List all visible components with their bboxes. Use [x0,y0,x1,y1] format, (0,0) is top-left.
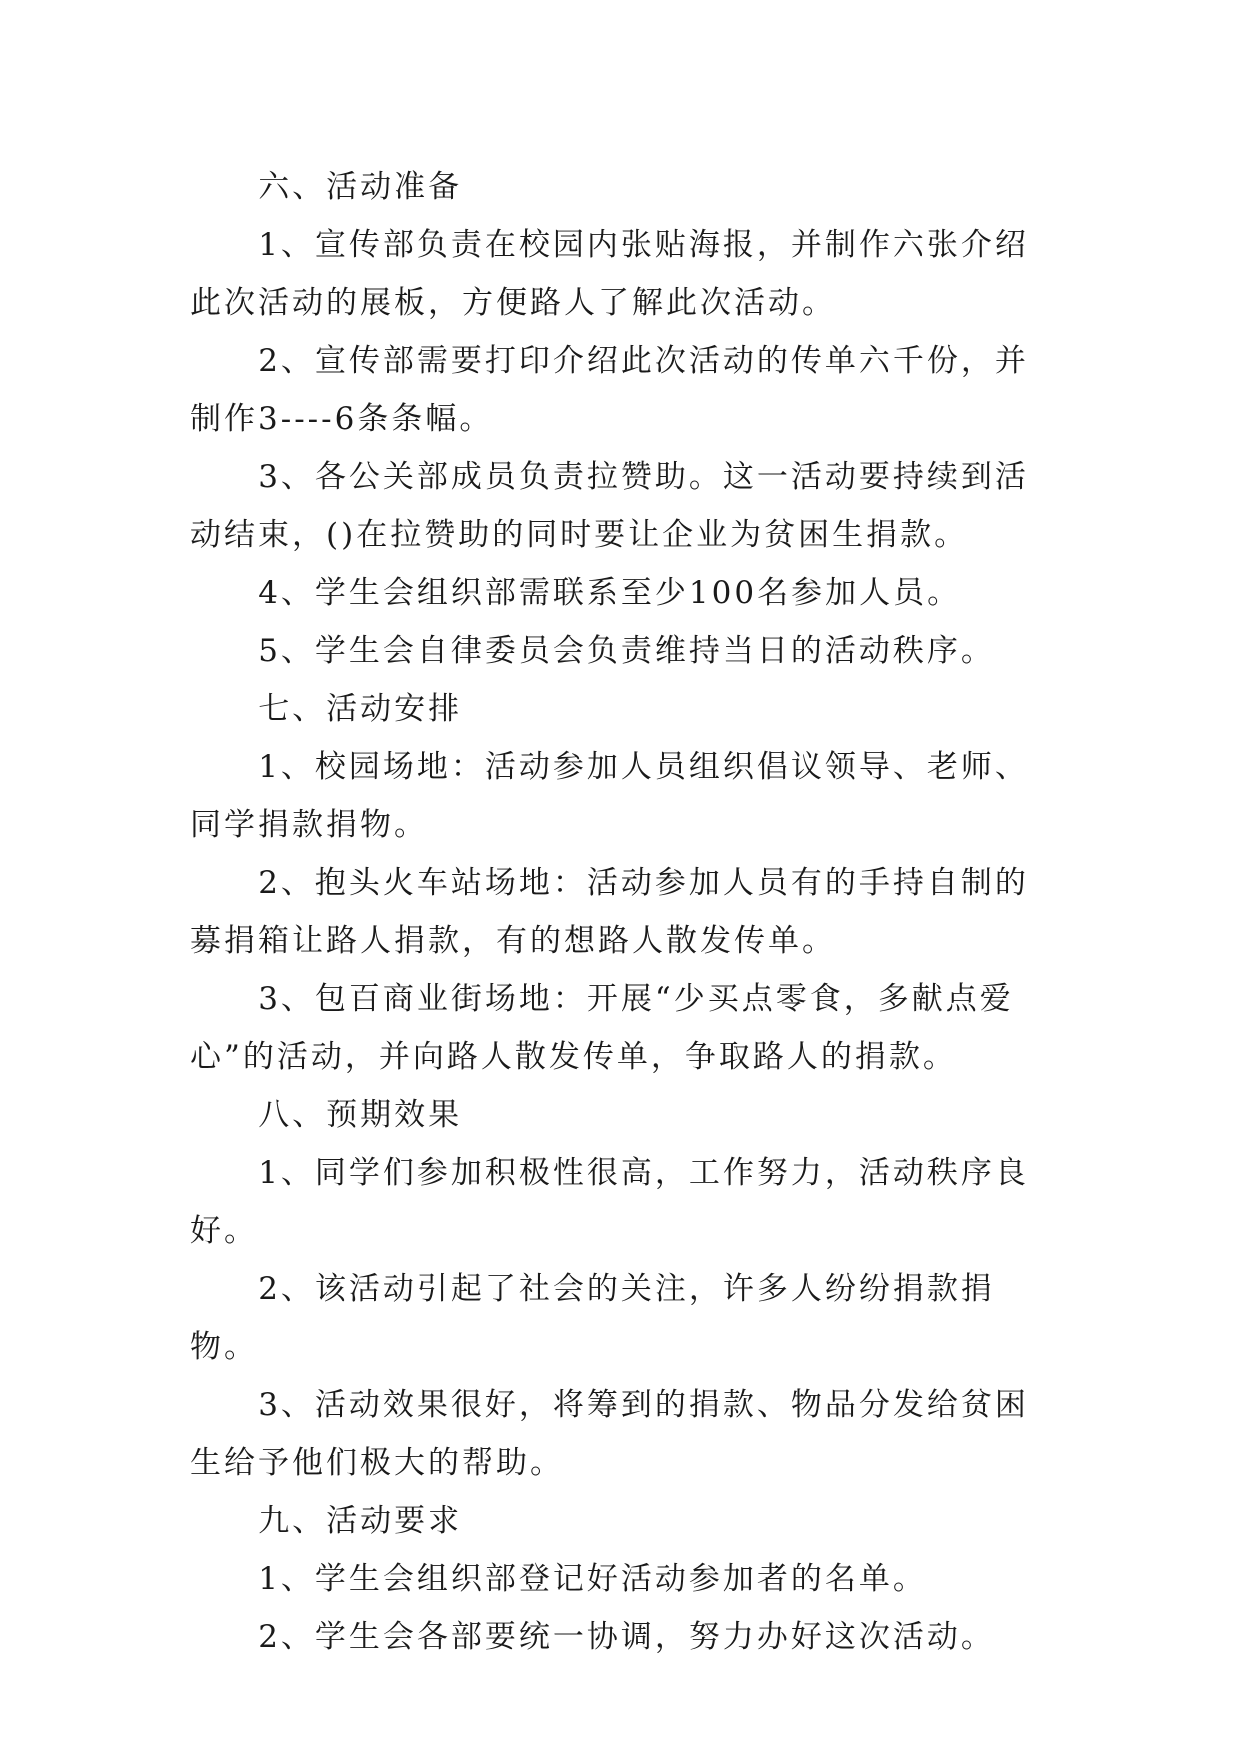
paragraph: 2、抱头火车站场地：活动参加人员有的手持自制的募捐箱让路人捐款，有的想路人散发传单。 [190,865,1029,959]
paragraph: 2、宣传部需要打印介绍此次活动的传单六千份，并制作3----6条条幅。 [190,343,1029,437]
paragraph: 2、学生会各部要统一协调，努力办好这次活动。 [258,1619,995,1655]
paragraph: 1、宣传部负责在校园内张贴海报，并制作六张介绍此次活动的展板，方便路人了解此次活动。 [190,227,1029,321]
section-heading-preparation: 六、活动准备 [258,169,463,205]
paragraph: 1、同学们参加积极性很高，工作努力，活动秩序良好。 [190,1155,1029,1249]
paragraph: 1、校园场地：活动参加人员组织倡议领导、老师、同学捐款捐物。 [190,749,1029,843]
section-heading-arrangement: 七、活动安排 [258,691,463,727]
paragraph: 4、学生会组织部需联系至少100名参加人员。 [258,575,962,611]
paragraph: 3、包百商业街场地：开展“少买点零食，多献点爱心”的活动，并向路人散发传单，争取路人的捐款。 [190,981,1014,1075]
paragraph: 3、活动效果很好，将筹到的捐款、物品分发给贫困生给予他们极大的帮助。 [190,1387,1029,1481]
document-body [190,158,1060,1666]
paragraph: 2、该活动引起了社会的关注，许多人纷纷捐款捐物。 [190,1271,995,1365]
paragraph: 3、各公关部成员负责拉赞助。这一活动要持续到活动结束，()在拉赞助的同时要让企业为贫困生捐款。 [190,459,1029,553]
section-heading-expected-effect: 八、预期效果 [258,1097,463,1133]
paragraph: 5、学生会自律委员会负责维持当日的活动秩序。 [258,633,995,669]
section-heading-requirements: 九、活动要求 [258,1503,463,1539]
paragraph: 1、学生会组织部登记好活动参加者的名单。 [258,1561,927,1597]
